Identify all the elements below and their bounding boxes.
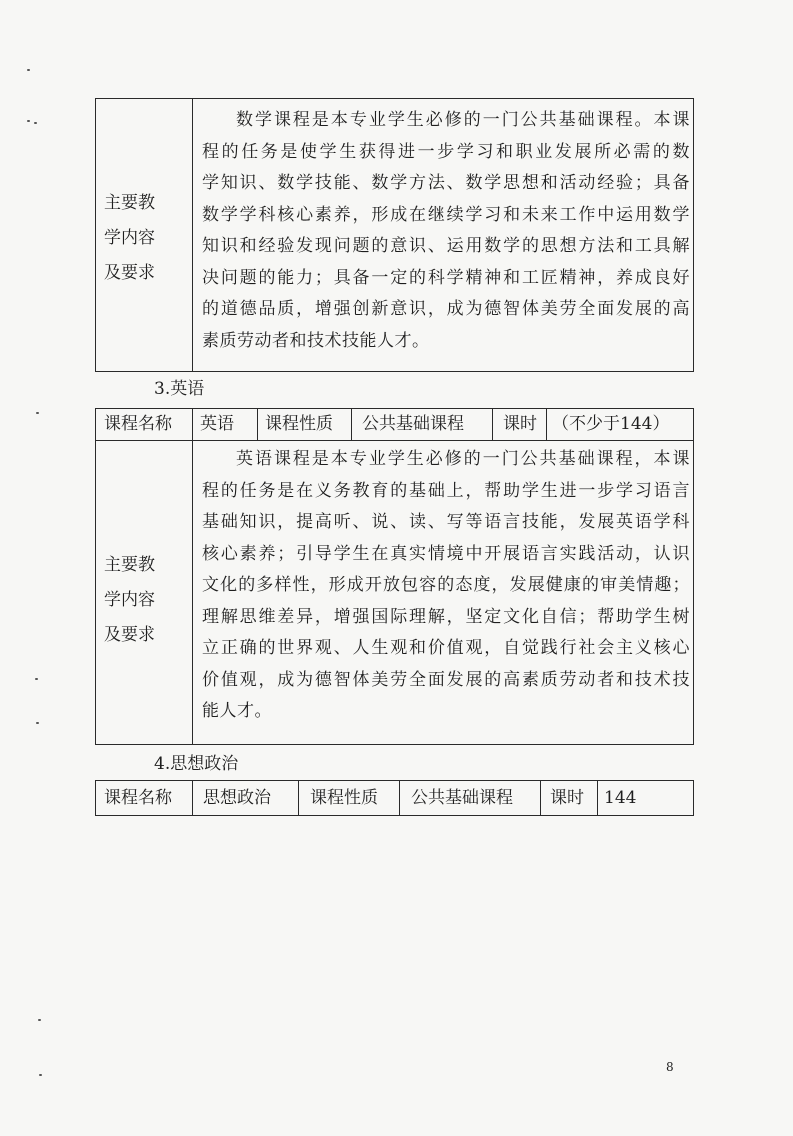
politics-hours-label: 课时 <box>550 788 584 808</box>
politics-course-name-label: 课程名称 <box>104 788 172 808</box>
politics-section-heading: 4.思想政治 <box>154 754 239 774</box>
politics-nature: 公共基础课程 <box>411 788 513 808</box>
english-requirements-content: 英语课程是本专业学生必修的一门公共基础课程，本课 程的任务是在义务教育的基础上，帮助学生进一步学习语言 基础知识，提高听、说、读、写等语言技能，发展英语学科 核心素养；引导学生在真实情境中开展语言实践活动，认识 文化的多样性，形成开放包容的态度，发展健康的审美情趣； 理解思维差异，增强国际理解，坚定文化自信；帮助学生树 立正确的世界观、人生观和价值观，自觉践行社会主义核心 价值观，成为德智体美劳全面发展的高素质劳动者和技术技 能人才。 <box>202 449 690 721</box>
english-requirements-label: 主要教 学内容 及要求 <box>104 555 155 645</box>
english-hours: （不少于144） <box>552 414 670 434</box>
english-hours-label: 课时 <box>503 414 537 434</box>
politics-course-name: 思想政治 <box>203 788 271 808</box>
politics-nature-label: 课程性质 <box>310 788 378 808</box>
english-nature: 公共基础课程 <box>362 414 464 434</box>
english-nature-label: 课程性质 <box>265 414 333 434</box>
math-requirements-label: 主要教 学内容 及要求 <box>104 193 155 283</box>
politics-hours: 144 <box>604 788 637 808</box>
english-section-heading: 3.英语 <box>154 379 205 399</box>
english-course-name-label: 课程名称 <box>104 414 172 434</box>
math-requirements-content: 数学课程是本专业学生必修的一门公共基础课程。本课 程的任务是使学生获得进一步学习和职业发展所必需的数 学知识、数学技能、数学方法、数学思想和活动经验；具备 数学学科核心素养，形成在继续学习和未来工作中运用数学 知识和经验发现问题的意识、运用数学的思想方法和工具解 决问题的能力；具备一定的科学精神和工匠精神，养成良好 的道德品质，增强创新意识，成为德智体美劳全面发展的高 素质劳动者和技术技能人才。 <box>202 110 690 351</box>
english-course-name: 英语 <box>200 414 234 434</box>
page-number: 8 <box>666 1060 674 1074</box>
